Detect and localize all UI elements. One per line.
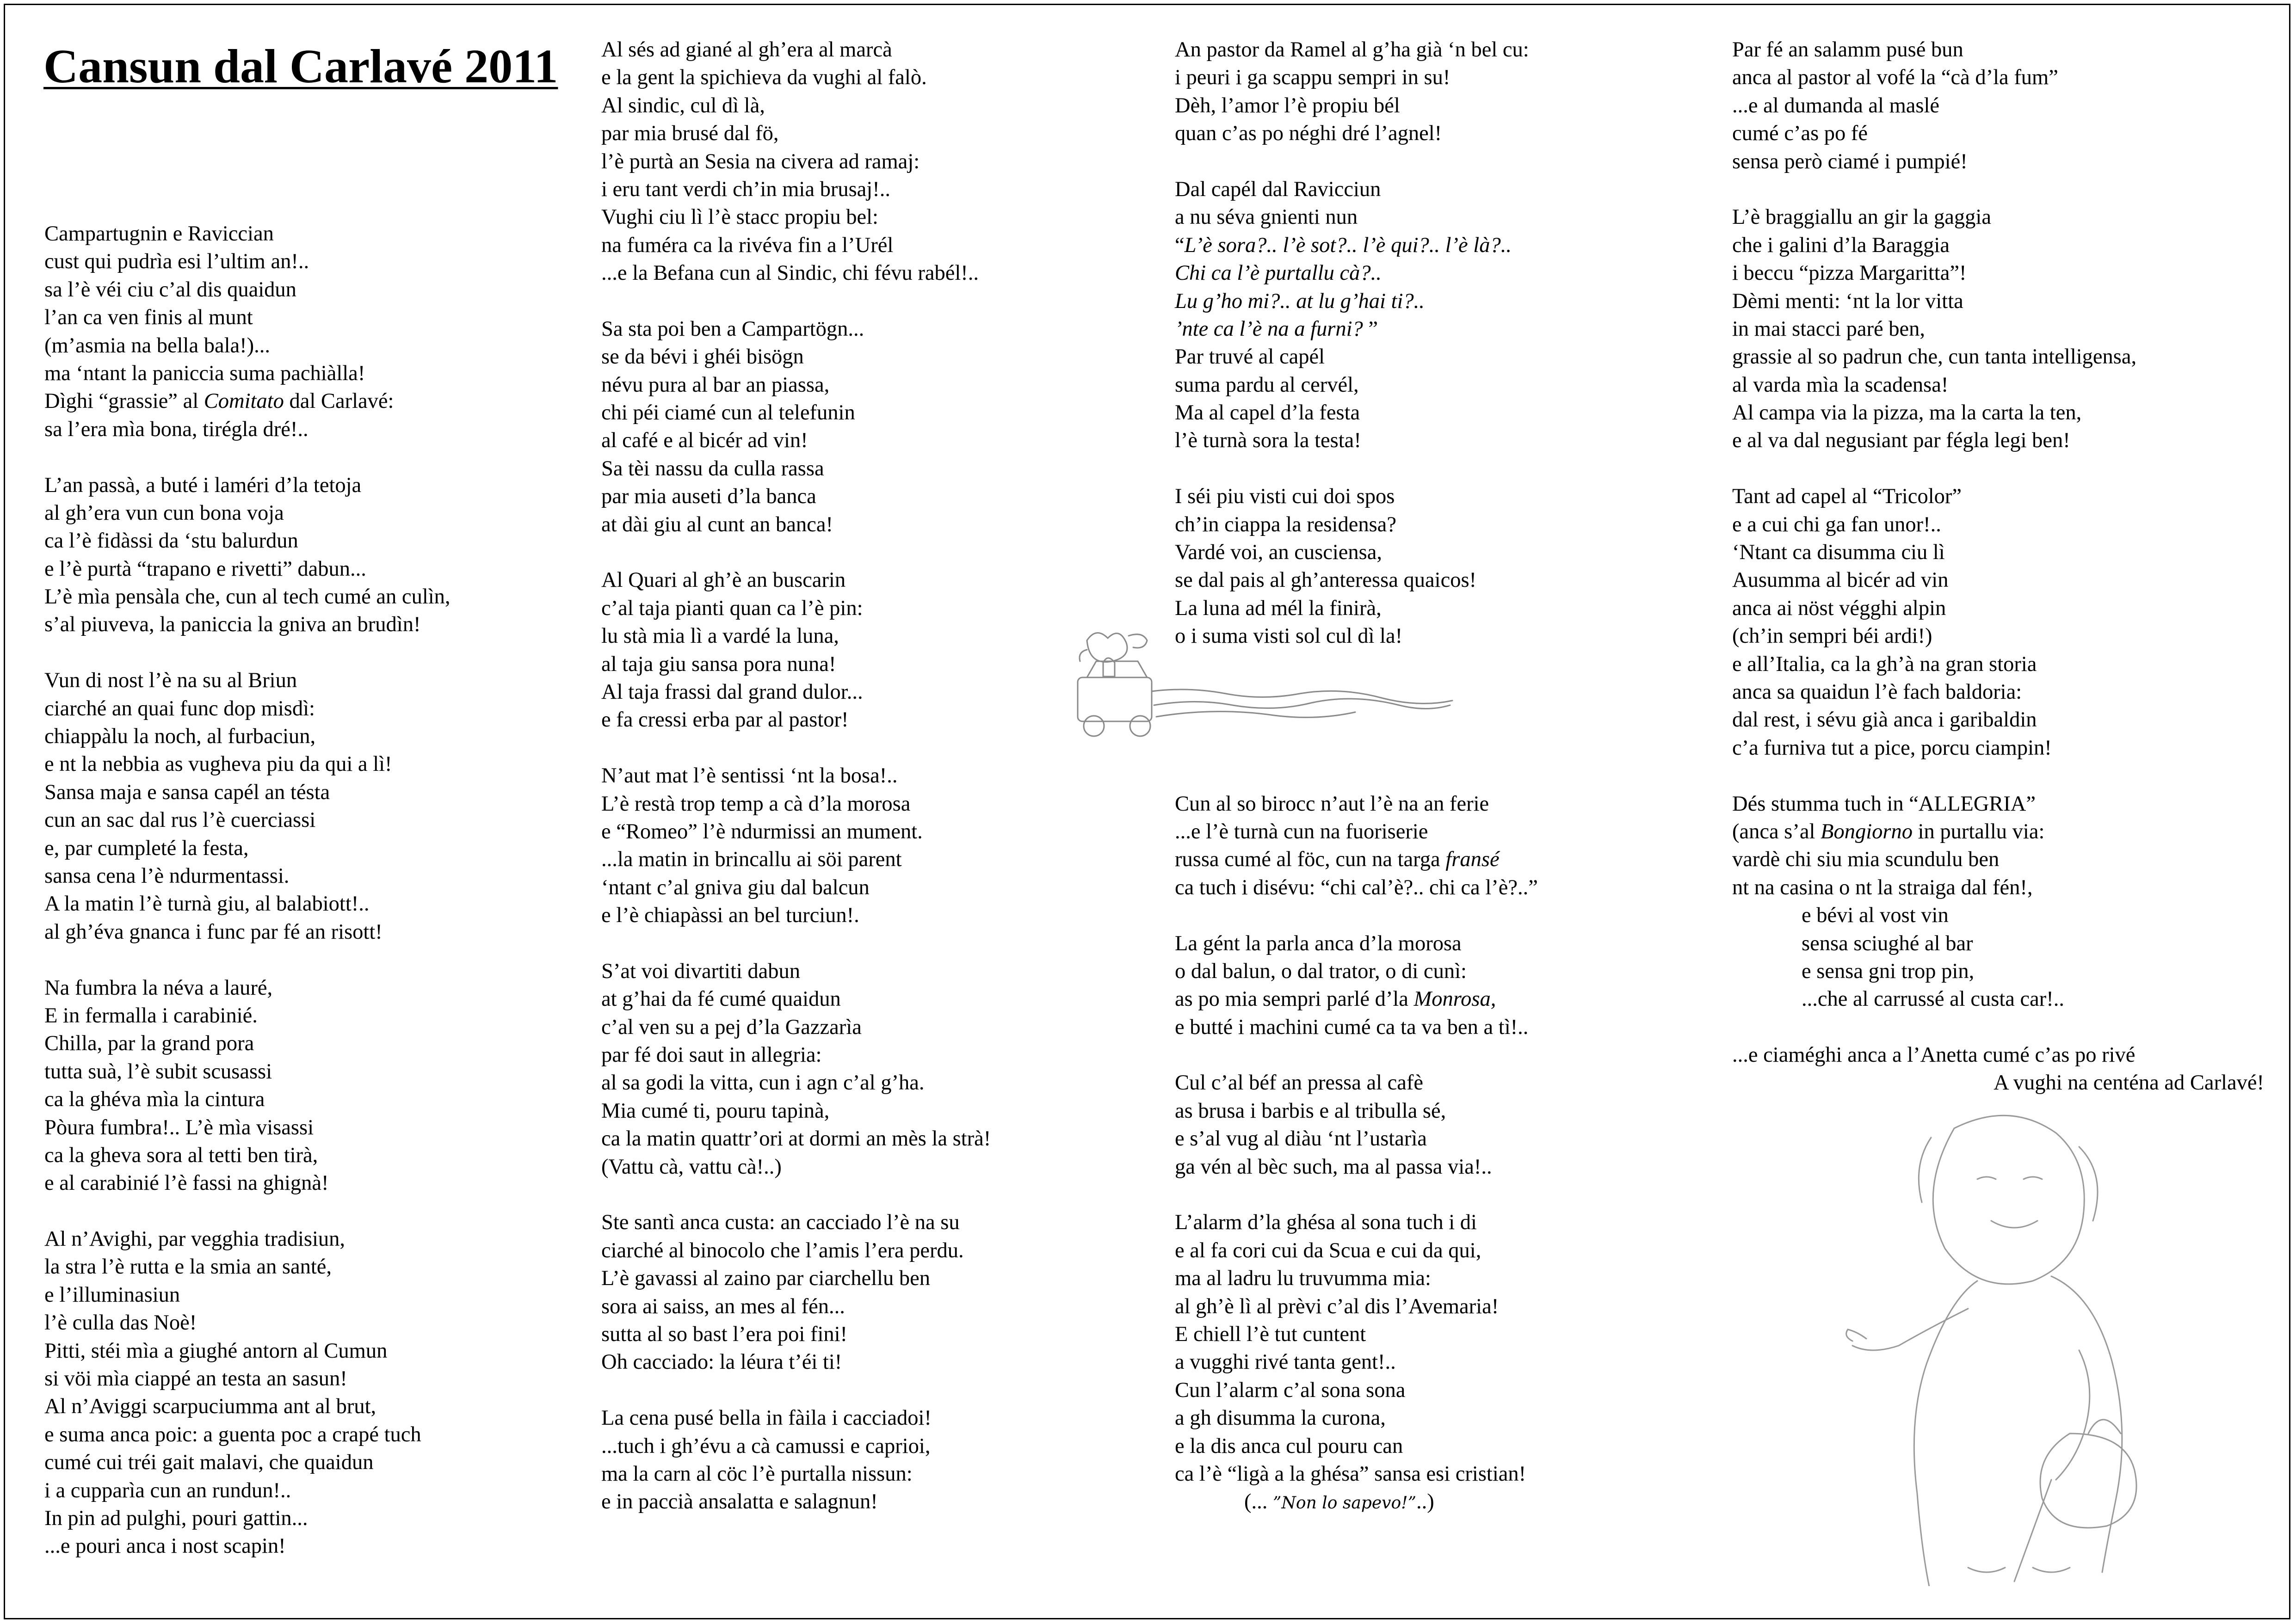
stanza bbox=[1175, 1209, 1693, 1488]
verse-line: chi péi ciamé cun al telefunin bbox=[601, 401, 855, 425]
verse-line: A vughi na centéna ad Carlavé! bbox=[1994, 1071, 2264, 1095]
verse-line: Dìghi “grassie” al Comitato dal Carlavé: bbox=[44, 389, 394, 413]
verse-line: ciarché an quai func dop misdì: bbox=[44, 696, 315, 720]
verse-line: Dèmi menti: ‘nt la lor vitta bbox=[1732, 289, 1963, 313]
verse-line: l’è purtà an Sesia na civera ad ramaj: bbox=[601, 149, 920, 173]
verse-line: grassie al so padrun che, cun tanta intelligensa, bbox=[1732, 345, 2137, 369]
verse-line: Sansa maja e sansa capél an tésta bbox=[44, 780, 330, 804]
verse-line: ...tuch i gh’évu a cà camussi e caprioi, bbox=[601, 1434, 931, 1458]
verse-line: L’è mìa pensàla che, cun al tech cumé an culìn, bbox=[44, 585, 451, 609]
verse-line: Al Quari al gh’è an buscarin bbox=[601, 568, 846, 592]
verse-line: nt na casina o nt la straiga dal fén!, bbox=[1732, 875, 2033, 899]
verse-line: chiappàlu la noch, al furbaciun, bbox=[44, 725, 316, 749]
verse-line: si vöi mìa ciappé an testa an sasun! bbox=[44, 1367, 347, 1391]
stanza bbox=[1175, 36, 1693, 148]
stanza bbox=[601, 958, 1156, 1181]
verse-line: russa cumé al föc, cun na targa fransé bbox=[1175, 848, 1500, 872]
verse-line: (ch’in sempri béi ardi!) bbox=[1732, 624, 1932, 648]
verse-line: ...e la Befana cun al Sindic, chi févu rabél!.. bbox=[601, 261, 979, 285]
verse-line: al taja giu sansa pora nuna! bbox=[601, 652, 836, 676]
verse-line: a nu séva gnienti nun bbox=[1175, 205, 1358, 229]
verse-line: na fuméra ca la rivéva fin a l’Urél bbox=[601, 233, 894, 257]
verse-line: tutta suà, l’è subit scusassi bbox=[44, 1059, 272, 1083]
verse-line: c’al ven su a pej d’la Gazzarìa bbox=[601, 1015, 862, 1039]
verse-line: ciarché al binocolo che l’amis l’era perdu. bbox=[601, 1238, 964, 1262]
verse-line: (m’asmia na bella bala!)... bbox=[44, 333, 271, 357]
verse-line: ‘Ntant ca disumma ciu lì bbox=[1732, 541, 1945, 565]
verse-line: ca l’è “ligà a la ghésa” sansa esi cristian! bbox=[1175, 1462, 1526, 1486]
verse-line: Sa sta poi ben a Campartögn... bbox=[601, 317, 864, 341]
stanza bbox=[44, 667, 590, 946]
stanza bbox=[44, 220, 590, 443]
verse-line: Vardé voi, an cusciensa, bbox=[1175, 541, 1383, 565]
verse-line: sutta al so bast l’era poi fini! bbox=[601, 1322, 848, 1346]
verse-line: ga vén al bèc such, ma al passa via!.. bbox=[1175, 1155, 1492, 1179]
verse-line: ...che al carrussé al custa car!.. bbox=[1802, 987, 2065, 1011]
verse-line: al gh’éva gnanca i func par fé an risott! bbox=[44, 920, 383, 944]
verse-line: (... ”Non lo sapevo!”..) bbox=[1244, 1490, 1434, 1514]
verse-line: Ste santì anca custa: an cacciado l’è na su bbox=[601, 1211, 960, 1235]
verse-line: ...e ciaméghi anca a l’Anetta cumé c’as po rivé bbox=[1732, 1043, 2136, 1067]
verse-line: e al va dal negusiant par fégla legi ben! bbox=[1732, 429, 2070, 453]
verse-line: cun an sac dal rus l’è cuerciassi bbox=[44, 808, 316, 832]
verse-line: e a cui chi ga fan unor!.. bbox=[1732, 512, 1941, 536]
verse-line: in mai stacci paré ben, bbox=[1732, 317, 1926, 341]
poem-column-1 bbox=[44, 220, 590, 1561]
verse-line: i a cupparìa cun an rundun!.. bbox=[44, 1478, 291, 1502]
verse-line: la stra l’è rutta e la smia an santé, bbox=[44, 1255, 332, 1279]
stanza bbox=[1732, 483, 2264, 762]
verse-line: An pastor da Ramel al g’ha già ‘n bel cu: bbox=[1175, 38, 1529, 62]
verse-line: névu pura al bar an piassa, bbox=[601, 373, 830, 397]
verse-line: cust qui pudrìa esi l’ultim an!.. bbox=[44, 250, 309, 274]
verse-line: Cun l’alarm c’al sona sona bbox=[1175, 1378, 1406, 1402]
verse-line: La luna ad mél la finirà, bbox=[1175, 596, 1382, 620]
verse-line: e nt la nebbia as vugheva piu da qui a lì! bbox=[44, 752, 392, 776]
stanza bbox=[44, 472, 590, 639]
verse-line: a vugghi rivé tanta gent!.. bbox=[1175, 1350, 1396, 1374]
verse-line: a gh disumma la curona, bbox=[1175, 1406, 1386, 1430]
verse-line: La gént la parla anca d’la morosa bbox=[1175, 931, 1462, 955]
verse-line: al varda mìa la scadensa! bbox=[1732, 373, 1949, 397]
verse-line: E chiell l’è tut cuntent bbox=[1175, 1322, 1366, 1346]
verse-line: anca ai nöst végghi alpin bbox=[1732, 596, 1946, 620]
verse-line: Pòura fumbra!.. L’è mìa visassi bbox=[44, 1115, 314, 1139]
verse-line: as brusa i barbis e al tribulla sé, bbox=[1175, 1099, 1446, 1123]
verse-line: sora ai saiss, an mes al fén... bbox=[601, 1294, 845, 1318]
verse-line: ‘ntant c’al gniva giu dal balcun bbox=[601, 875, 870, 899]
stanza bbox=[44, 1225, 590, 1561]
verse-line: Al n’Avighi, par vegghia tradisiun, bbox=[44, 1227, 346, 1251]
verse-line: Vun di nost l’è na su al Briun bbox=[44, 669, 297, 693]
verse-line: ...e pouri anca i nost scapin! bbox=[44, 1534, 286, 1558]
verse-line: quan c’as po néghi dré l’agnel! bbox=[1175, 122, 1442, 146]
verse-line: Tant ad capel al “Tricolor” bbox=[1732, 485, 1962, 509]
verse-line: Mia cumé ti, pouru tapinà, bbox=[601, 1099, 830, 1123]
verse-line: N’aut mat l’è sentissi ‘nt la bosa!.. bbox=[601, 764, 898, 788]
verse-line: e l’è chiapàssi an bel turciun!. bbox=[601, 904, 859, 928]
verse-line: e butté i machini cumé ca ta va ben a tì!.. bbox=[1175, 1015, 1529, 1039]
verse-line: ca la matin quattr’ori at dormi an mès la strà! bbox=[601, 1127, 991, 1151]
verse-line: Al taja frassi dal grand dulor... bbox=[601, 680, 863, 704]
verse-line: e suma anca poic: a guenta poc a crapé tuch bbox=[44, 1422, 421, 1446]
verse-line: e la gent la spichieva da vughi al falò. bbox=[601, 66, 927, 90]
verse-line: at dài giu al cunt an banca! bbox=[601, 512, 833, 536]
elderly-woman-sketch-illustration bbox=[1839, 1110, 2222, 1586]
verse-line: Dèh, l’amor l’è propiu bél bbox=[1175, 93, 1400, 117]
verse-line: (Vattu cà, vattu cà!..) bbox=[601, 1155, 782, 1179]
stanza bbox=[601, 315, 1156, 539]
verse-line: sensa però ciamé i pumpié! bbox=[1732, 149, 1968, 173]
verse-line: par mia auseti d’la banca bbox=[601, 485, 816, 509]
verse-line: al café e al bicér ad vin! bbox=[601, 429, 808, 453]
verse-line: ma ‘ntant la paniccia suma pachiàlla! bbox=[44, 361, 365, 385]
verse-line: s’al piuveva, la paniccia la gniva an brudìn! bbox=[44, 613, 421, 637]
verse-line: ...e l’è turnà cun na fuoriserie bbox=[1175, 819, 1428, 843]
verse-line: l’è turnà sora la testa! bbox=[1175, 429, 1361, 453]
verse-line: I séi piu visti cui doi spos bbox=[1175, 485, 1395, 509]
stanza bbox=[1175, 930, 1693, 1042]
verse-line: e la dis anca cul pouru can bbox=[1175, 1434, 1403, 1458]
verse-line: c’al taja pianti quan ca l’è pin: bbox=[601, 596, 863, 620]
verse-line: L’è braggiallu an gir la gaggia bbox=[1732, 205, 1991, 229]
verse-line: Al sés ad giané al gh’era al marcà bbox=[601, 38, 892, 62]
stanza bbox=[1732, 36, 2264, 176]
verse-line: i eru tant verdi ch’in mia brusaj!.. bbox=[601, 177, 890, 201]
verse-line: Dal capél dal Ravicciun bbox=[1175, 177, 1381, 201]
verse-line: ch’in ciappa la residensa? bbox=[1175, 512, 1396, 536]
verse-line: o dal balun, o dal trator, o di cunì: bbox=[1175, 959, 1467, 983]
verse-line: Ausumma al bicér ad vin bbox=[1732, 568, 1949, 592]
verse-line: i beccu “pizza Margaritta”! bbox=[1732, 261, 1967, 285]
verse-line: Lu g’ho mi?.. at lu g’hai ti?.. bbox=[1175, 289, 1425, 313]
verse-line: ca tuch i disévu: “chi cal’è?.. chi ca l’è?..” bbox=[1175, 875, 1538, 899]
verse-line: ma al ladru lu truvumma mia: bbox=[1175, 1267, 1431, 1291]
car-sketch-illustration bbox=[1059, 622, 1457, 742]
verse-line: Sa tèi nassu da culla rassa bbox=[601, 456, 824, 480]
verse-line: al gh’è lì al prèvi c’al dis l’Avemaria! bbox=[1175, 1294, 1499, 1318]
verse-line: Al campa via la pizza, ma la carta la ten, bbox=[1732, 401, 2082, 425]
verse-line: (anca s’al Bongiorno in purtallu via: bbox=[1732, 819, 2045, 843]
verse-line: e s’al vug al diàu ‘nt l’ustarìa bbox=[1175, 1127, 1427, 1151]
verse-line: ...e al dumanda al maslé bbox=[1732, 93, 1940, 117]
verse-line: Vughi ciu lì l’è stacc propiu bel: bbox=[601, 205, 878, 229]
stanza bbox=[601, 762, 1156, 929]
verse-line: ca la gheva sora al tetti ben tirà, bbox=[44, 1143, 318, 1167]
verse-line: suma pardu al cervél, bbox=[1175, 373, 1359, 397]
verse-line: ma la carn al cöc l’è purtalla nissun: bbox=[601, 1462, 913, 1486]
verse-line: Oh cacciado: la léura t’éi ti! bbox=[601, 1350, 842, 1374]
verse-line: anca sa quaidun l’è fach baldoria: bbox=[1732, 680, 2022, 704]
verse-line: Pitti, stéi mìa a giughé antorn al Cumun bbox=[44, 1339, 388, 1363]
verse-line: at g’hai da fé cumé quaidun bbox=[601, 987, 841, 1011]
verse-line: e bévi al vost vin bbox=[1802, 904, 1949, 928]
verse-line: ’nte ca l’è na a furni? ” bbox=[1175, 317, 1378, 341]
verse-line: l’è culla das Noè! bbox=[44, 1311, 197, 1335]
verse-line: “L’è sora?.. l’è sot?.. l’è qui?.. l’è là?.. bbox=[1175, 233, 1512, 257]
verse-line: sa l’è véi ciu c’al dis quaidun bbox=[44, 277, 296, 301]
verse-line: o i suma visti sol cul dì la! bbox=[1175, 624, 1403, 648]
stanza bbox=[1732, 203, 2264, 455]
poem-column-4 bbox=[1732, 36, 2264, 1097]
verse-line: sansa cena l’è ndurmentassi. bbox=[44, 864, 290, 888]
verse-line: i peuri i ga scappu sempri in su! bbox=[1175, 66, 1450, 90]
poem-column-2 bbox=[601, 36, 1156, 1516]
verse-line: al gh’era vun cun bona voja bbox=[44, 501, 284, 525]
verse-line: Par truvé al capél bbox=[1175, 345, 1325, 369]
verse-line: se dal pais al gh’anteressa quaicos! bbox=[1175, 568, 1477, 592]
stanza bbox=[1175, 1488, 1693, 1516]
verse-line: c’a furniva tut a pice, porcu ciampin! bbox=[1732, 736, 2052, 760]
verse-line: cumé c’as po fé bbox=[1732, 122, 1868, 146]
verse-line: e “Romeo” l’è ndurmissi an mument. bbox=[601, 819, 923, 843]
verse-line: e sensa gni trop pin, bbox=[1802, 959, 1975, 983]
verse-line: L’alarm d’la ghésa al sona tuch i di bbox=[1175, 1211, 1477, 1235]
verse-line: Al n’Aviggi scarpuciumma ant al brut, bbox=[44, 1395, 376, 1419]
verse-line: Chilla, par la grand pora bbox=[44, 1032, 254, 1056]
verse-line: vardè chi siu mia scundulu ben bbox=[1732, 848, 2000, 872]
stanza bbox=[1732, 1041, 2264, 1097]
stanza bbox=[1732, 790, 2264, 1014]
verse-line: La cena pusé bella in fàila i cacciadoi! bbox=[601, 1406, 932, 1430]
verse-line: cumé cui tréi gait malavi, che quaidun bbox=[44, 1451, 374, 1475]
verse-line: anca al pastor al vofé la “cà d’la fum” bbox=[1732, 66, 2058, 90]
verse-line: e l’illuminasiun bbox=[44, 1283, 180, 1307]
verse-line: Ma al capel d’la festa bbox=[1175, 401, 1360, 425]
verse-line: al sa godi la vitta, cun i agn c’al g’ha. bbox=[601, 1071, 925, 1095]
verse-line: se da bévi i ghéi bisögn bbox=[601, 345, 804, 369]
verse-line: L’è gavassi al zaino par ciarchellu ben bbox=[601, 1267, 930, 1291]
verse-line: In pin ad pulghi, pouri gattin... bbox=[44, 1506, 308, 1530]
verse-line: dal rest, i sévu già anca i garibaldin bbox=[1732, 708, 2037, 732]
verse-line: as po mia sempri parlé d’la Monrosa, bbox=[1175, 987, 1496, 1011]
stanza bbox=[601, 1404, 1156, 1516]
verse-line: Chi ca l’è purtallu cà?.. bbox=[1175, 261, 1382, 285]
stanza bbox=[601, 36, 1156, 288]
stanza bbox=[1175, 1069, 1693, 1181]
verse-line: lu stà mia lì a vardé la luna, bbox=[601, 624, 839, 648]
verse-line: Campartugnin e Raviccian bbox=[44, 222, 274, 246]
poem-column-3 bbox=[1175, 36, 1693, 1516]
verse-line: e in paccià ansalatta e salagnun! bbox=[601, 1490, 878, 1514]
verse-line: Dés stumma tuch in “ALLEGRIA” bbox=[1732, 792, 2036, 816]
verse-line: sa l’era mìa bona, tirégla dré!.. bbox=[44, 417, 309, 441]
verse-line: par fé doi saut in allegria: bbox=[601, 1043, 822, 1067]
verse-line: e al carabinié l’è fassi na ghignà! bbox=[44, 1171, 329, 1195]
verse-line: E in fermalla i carabinié. bbox=[44, 1003, 258, 1027]
stanza bbox=[1175, 790, 1693, 902]
verse-line: e fa cressi erba par al pastor! bbox=[601, 708, 849, 732]
verse-line: par mia brusé dal fö, bbox=[601, 122, 779, 146]
verse-line: e al fa cori cui da Scua e cui da qui, bbox=[1175, 1238, 1481, 1262]
verse-line: ...la matin in brincallu ai söi parent bbox=[601, 848, 902, 872]
verse-line: A la matin l’è turnà giu, al balabiott!.. bbox=[44, 892, 370, 916]
verse-line: S’at voi divartiti dabun bbox=[601, 959, 801, 983]
verse-line: e, par cumpleté la festa, bbox=[44, 836, 249, 860]
stanza bbox=[44, 974, 590, 1198]
verse-line: Par fé an salamm pusé bun bbox=[1732, 38, 1963, 62]
verse-line: l’an ca ven finis al munt bbox=[44, 306, 253, 330]
verse-line: Na fumbra la néva a lauré, bbox=[44, 976, 273, 1000]
stanza bbox=[601, 1209, 1156, 1376]
verse-line: e l’è purtà “trapano e rivetti” dabun... bbox=[44, 557, 366, 581]
stanza bbox=[1175, 176, 1693, 455]
verse-line: Cun al so birocc n’aut l’è na an ferie bbox=[1175, 792, 1489, 816]
verse-line: Cul c’al béf an pressa al cafè bbox=[1175, 1071, 1424, 1095]
verse-line: che i galini d’la Baraggia bbox=[1732, 233, 1950, 257]
verse-line: Al sindic, cul dì là, bbox=[601, 93, 765, 117]
verse-line: sensa sciughé al bar bbox=[1802, 931, 1973, 955]
verse-line: ca l’è fidàssi da ‘stu balurdun bbox=[44, 529, 298, 553]
verse-line: ca la ghéva mìa la cintura bbox=[44, 1088, 265, 1112]
verse-line: e all’Italia, ca la gh’à na gran storia bbox=[1732, 652, 2037, 676]
page-title: Cansun dal Carlavé 2011 bbox=[43, 40, 558, 93]
verse-line: L’an passà, a buté i laméri d’la tetoja bbox=[44, 473, 362, 497]
verse-line: L’è restà trop temp a cà d’la morosa bbox=[601, 792, 911, 816]
